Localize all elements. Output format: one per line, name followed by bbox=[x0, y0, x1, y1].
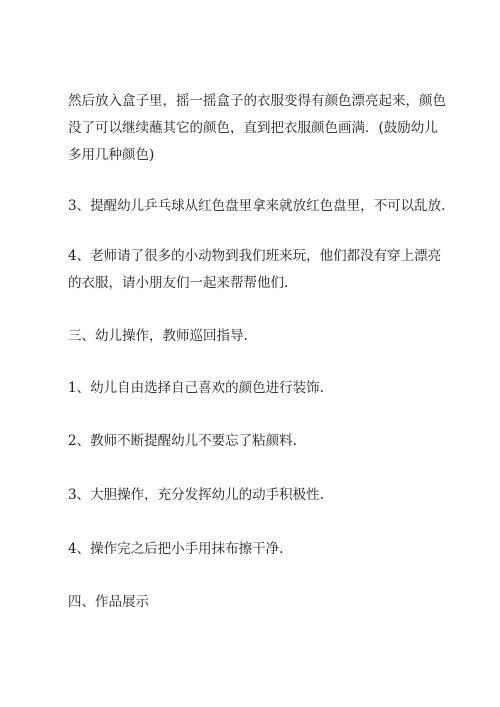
text-line: 3、提醒幼儿乒乓球从红色盘里拿来就放红色盘里，不可以乱放. bbox=[68, 198, 446, 214]
text-line: 4、老师请了很多的小动物到我们班来玩，他们都没有穿上漂亮 bbox=[68, 248, 442, 264]
text-line: 2、教师不断提醒幼儿不要忘了粘颜料. bbox=[68, 433, 297, 449]
text-line: 四、作品展示 bbox=[68, 594, 149, 610]
paragraph-item-4-animals bbox=[68, 243, 440, 297]
paragraph-item-3-pingpong bbox=[68, 193, 446, 220]
paragraph-item-4 bbox=[68, 536, 440, 563]
paragraph-item-2 bbox=[68, 428, 440, 455]
section-heading-3 bbox=[68, 323, 440, 350]
paragraph-item-1 bbox=[68, 375, 440, 402]
text-line: 3、大胆操作，充分发挥幼儿的动手积极性. bbox=[68, 487, 324, 503]
text-line: 没了可以继续蘸其它的颜色，直到把衣服颜色画满．(鼓励幼儿 bbox=[68, 120, 438, 136]
section-heading-4 bbox=[68, 589, 440, 616]
text-line: 多用几种颜色) bbox=[68, 147, 155, 163]
paragraph-dyeing-instructions bbox=[68, 88, 446, 169]
text-line: 然后放入盒子里，摇一摇盒子的衣服变得有颜色漂亮起来，颜色 bbox=[68, 93, 446, 109]
text-line: 的衣服，请小朋友们一起来帮帮他们. bbox=[68, 275, 289, 291]
text-line: 三、幼儿操作，教师巡回指导. bbox=[68, 328, 248, 344]
text-line: 4、操作完之后把小手用抹布擦干净. bbox=[68, 541, 284, 557]
text-line: 1、幼儿自由选择自己喜欢的颜色进行装饰. bbox=[68, 380, 324, 396]
paragraph-item-3 bbox=[68, 482, 440, 509]
